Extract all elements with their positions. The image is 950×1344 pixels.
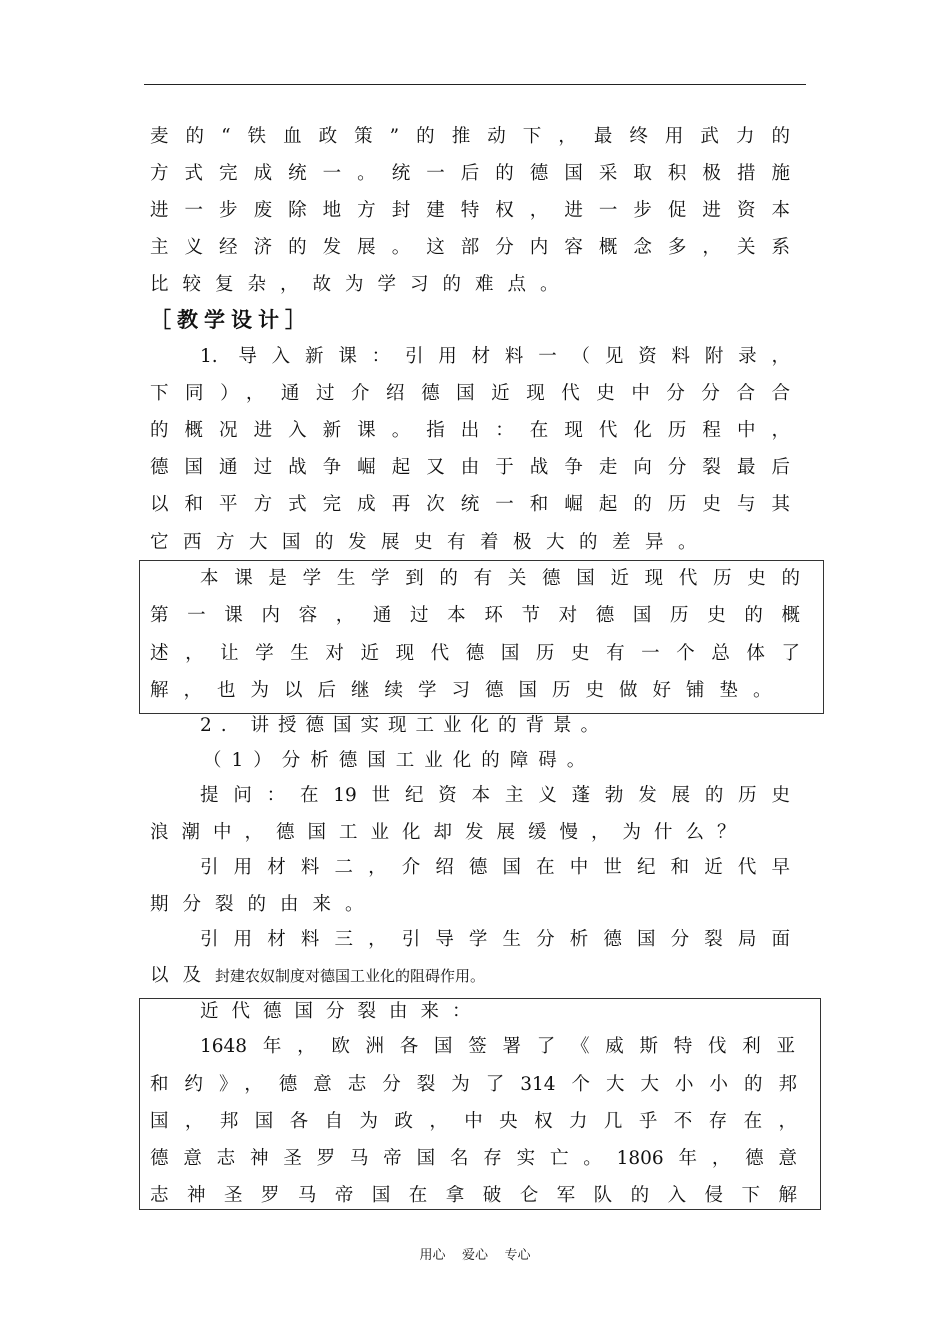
intro-line-3: 进一步废除地方封建特权，进一步促进资本: [150, 200, 790, 221]
material3-tail-head: 以及: [150, 965, 216, 986]
intro-line-4: 主义经济的发展。这部分内容概念多，关系: [150, 237, 790, 258]
material2-line-2: 期分裂的由来。: [150, 894, 378, 915]
box2-line-5: 志神圣罗马帝国在拿破仑军队的入侵下解: [150, 1185, 797, 1206]
header-rule: [144, 84, 806, 85]
box2-title: 近代德国分裂由来：: [200, 1001, 484, 1022]
step1-line-4: 德国通过战争崛起又由于战争走向分裂最后: [150, 457, 790, 478]
step1-line-2: 下同），通过介绍德国近现代史中分分合合: [150, 383, 790, 404]
material2-line-1: 引用材料二，介绍德国在中世纪和近代早: [200, 857, 790, 878]
box1-line-3: 述，让学生对近现代德国历史有一个总体了: [150, 643, 800, 664]
section-heading: ［教学设计］: [150, 308, 312, 332]
material3-line-1: 引用材料三，引导学生分析德国分裂局面: [200, 929, 790, 950]
box2-line-4: 德意志神圣罗马帝国名存实亡。1806年，德意: [150, 1148, 797, 1169]
box2-line-3: 国，邦国各自为政，中央权力几乎不存在，: [150, 1111, 797, 1132]
step2-title: 2. 讲授德国实现工业化的背景。: [200, 715, 609, 736]
intro-line-1: 麦的“铁血政策”的推动下，最终用武力的: [150, 126, 790, 147]
box2-line-2: 和约》，德意志分裂为了314个大大小小的邦: [150, 1074, 797, 1095]
step1-line-1: 1. 导入新课：引用材料一（见资料附录，: [200, 346, 790, 367]
material3-line-2: [150, 962, 790, 990]
step2-sub1: （1）分析德国工业化的障碍。: [203, 750, 596, 771]
box1-line-2: 第一课内容，通过本环节对德国历史的概: [150, 605, 800, 626]
box1-line-1: 本课是学生学到的有关德国近现代历史的: [200, 568, 800, 589]
step1-line-3: 的概况进入新课。指出：在现代化历程中，: [150, 420, 790, 441]
history-material-box: [139, 998, 821, 1210]
step1-line-6: 它西方大国的发展史有着极大的差异。: [150, 532, 712, 553]
box2-line-1: 1648年，欧洲各国签署了《威斯特伐利亚: [200, 1036, 795, 1057]
intro-line-2: 方式完成统一。统一后的德国采取积极措施: [150, 163, 790, 184]
question-line-2: 浪潮中，德国工业化却发展缓慢，为什么？: [150, 822, 749, 843]
material3-tail-small: 封建农奴制度对德国工业化的阻碍作用。: [215, 967, 486, 985]
box1-line-4: 解，也为以后继续学习德国历史做好铺垫。: [150, 680, 787, 701]
page-footer: 用心 爱心 专心: [419, 1248, 531, 1263]
intro-line-5: 比较复杂，故为学习的难点。: [150, 274, 573, 295]
step1-line-5: 以和平方式完成再次统一和崛起的历史与其: [150, 494, 790, 515]
question-line-1: 提问：在19世纪资本主义蓬勃发展的历史: [200, 785, 790, 806]
